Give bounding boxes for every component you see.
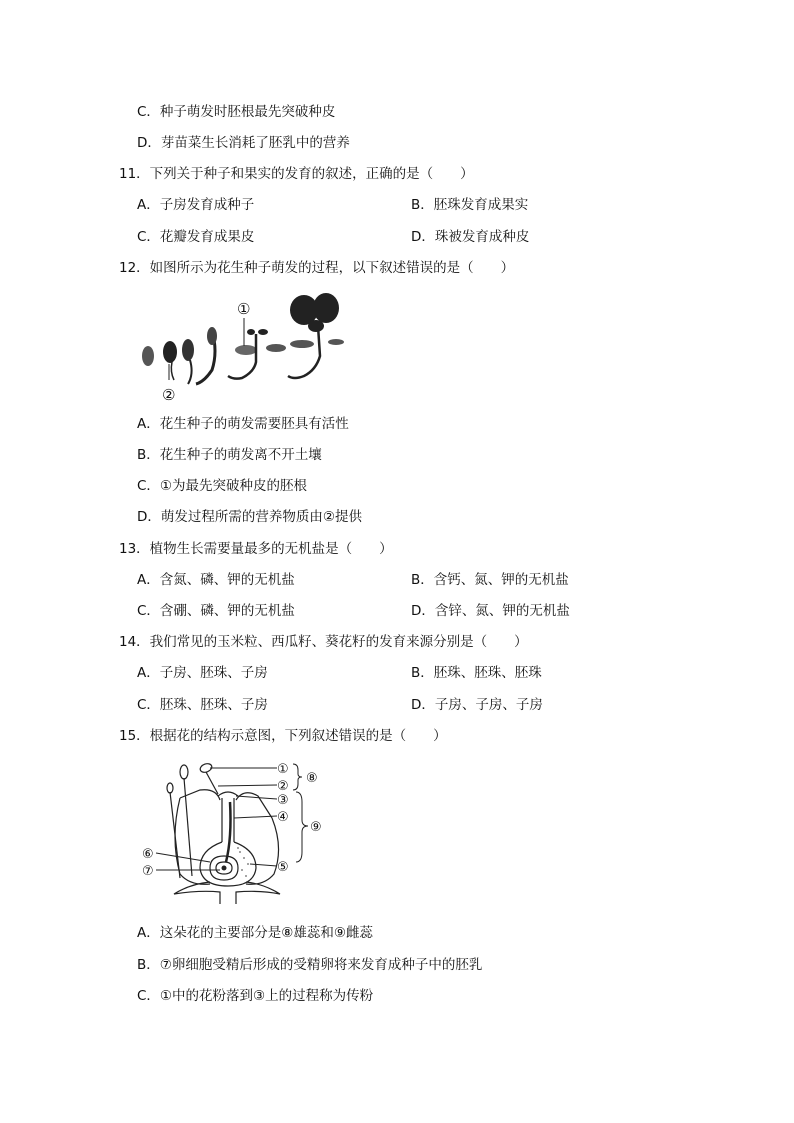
q12-option-d: D．萌发过程所需的营养物质由②提供 [137,509,362,525]
q12-option-b: B．花生种子的萌发离不开土壤 [137,447,322,463]
q15-stem: 15．根据花的结构示意图，下列叙述错误的是（ ） [119,728,447,744]
q13-option-b: B．含钙、氮、钾的无机盐 [411,572,569,588]
q12-option-c: C．①为最先突破种皮的胚根 [137,478,308,494]
q15-fig-label-8: ⑧ [306,771,318,786]
q12-stem: 12．如图所示为花生种子萌发的过程，以下叙述错误的是（ ） [119,260,515,276]
q15-option-c: C．①中的花粉落到③上的过程称为传粉 [137,988,374,1004]
q10-option-d: D．芽苗菜生长消耗了胚乳中的营养 [137,135,350,151]
q10-option-c: C．种子萌发时胚根最先突破种皮 [137,104,336,120]
q14-option-c: C．胚珠、胚珠、子房 [137,697,268,713]
q14-option-a: A．子房、胚珠、子房 [137,665,268,681]
q12-option-a: A．花生种子的萌发需要胚具有活性 [137,416,349,432]
flower-structure-figure [140,758,330,910]
q15-option-a: A．这朵花的主要部分是⑧雄蕊和⑨雌蕊 [137,925,373,941]
q15-fig-label-4: ④ [277,810,289,825]
q11-option-c: C．花瓣发育成果皮 [137,229,255,245]
q13-option-a: A．含氮、磷、钾的无机盐 [137,572,295,588]
q13-option-d: D．含锌、氮、钾的无机盐 [411,603,570,619]
q14-option-b: B．胚珠、胚珠、胚珠 [411,665,542,681]
q11-option-b: B．胚珠发育成果实 [411,197,529,213]
peanut-germination-figure [138,292,350,404]
q15-fig-label-7: ⑦ [142,864,154,879]
q11-option-a: A．子房发育成种子 [137,197,255,213]
q13-option-c: C．含硼、磷、钾的无机盐 [137,603,295,619]
q15-fig-label-6: ⑥ [142,847,154,862]
q11-stem: 11．下列关于种子和果实的发育的叙述，正确的是（ ） [119,166,474,182]
q12-fig-label-2: ① [237,300,251,318]
q15-option-b: B．⑦卵细胞受精后形成的受精卵将来发育成种子中的胚乳 [137,957,483,973]
q11-option-d: D．珠被发育成种皮 [411,229,530,245]
q14-stem: 14．我们常见的玉米粒、西瓜籽、葵花籽的发育来源分别是（ ） [119,634,528,650]
q13-stem: 13．植物生长需要量最多的无机盐是（ ） [119,541,393,557]
q15-fig-label-9: ⑨ [310,820,322,835]
q12-fig-label-1: ② [162,386,176,404]
q15-fig-label-1: ① [277,762,289,777]
q15-fig-label-2: ② [277,779,289,794]
q15-fig-label-5: ⑤ [277,860,289,875]
q15-fig-label-3: ③ [277,793,289,808]
q14-option-d: D．子房、子房、子房 [411,697,543,713]
